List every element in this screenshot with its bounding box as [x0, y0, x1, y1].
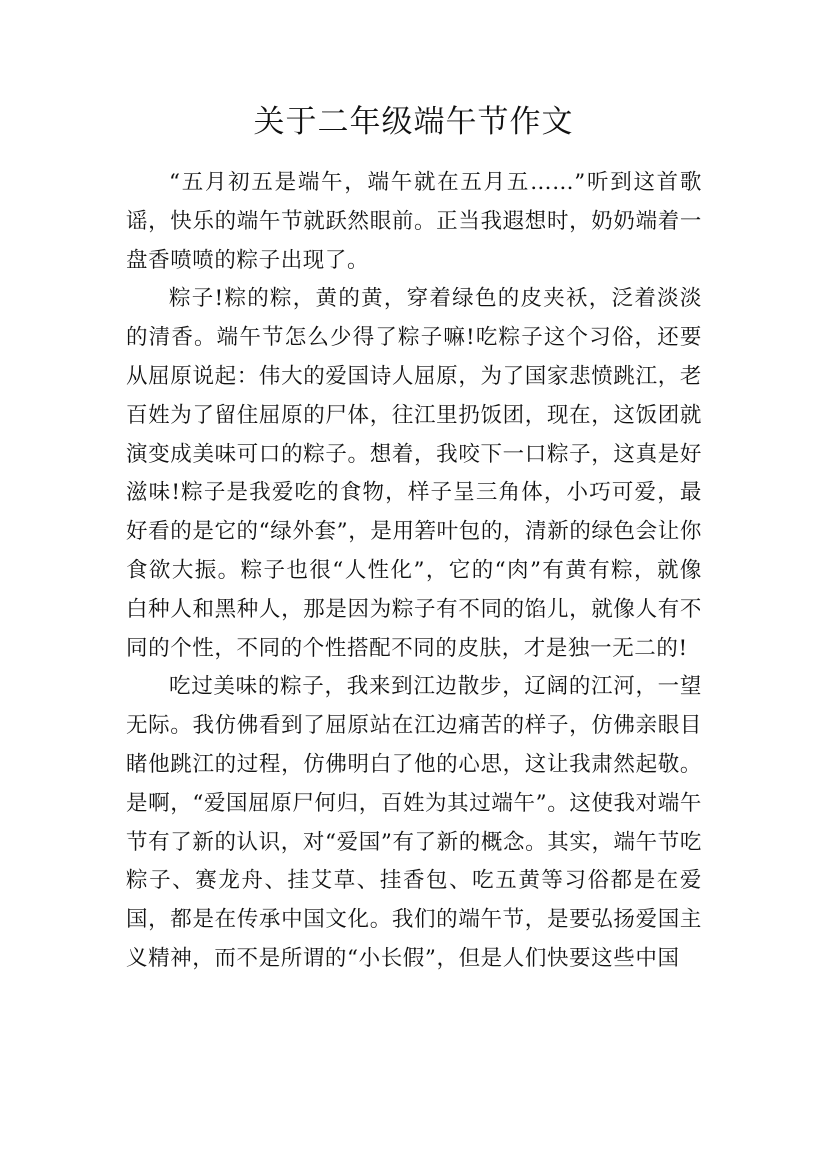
- paragraph-1: “五月初五是端午，端午就在五月五……”听到这首歌谣，快乐的端午节就跃然眼前。正当我遐想时，奶奶端着一盘香喷喷的粽子出现了。: [126, 170, 702, 273]
- document-body: [126, 164, 702, 979]
- document-title: 关于二年级端午节作文: [253, 104, 574, 140]
- paragraph-3: 吃过美味的粽子，我来到江边散步，辽阔的江河，一望无际。我仿佛看到了屈原站在江边痛苦的样子，仿佛亲眼目睹他跳江的过程，仿佛明白了他的心思，这让我肃然起敬。是啊，“爱国屈原尸何归，百姓为其过端午”。这使我对端午节有了新的认识，对“爱国”有了新的概念。其实，端午节吃粽子、赛龙舟、挂艾草、挂香包、吃五黄等习俗都是在爱国，都是在传承中国文化。我们的端午节，是要弘扬爱国主义精神，而不是所谓的“小长假”，但是人们快要这些中国: [126, 674, 702, 971]
- paragraph-2: 粽子!粽的粽，黄的黄，穿着绿色的皮夹袄，泛着淡淡的清香。端午节怎么少得了粽子嘛!吃粽子这个习俗，还要从屈原说起：伟大的爱国诗人屈原，为了国家悲愤跳江，老百姓为了留住屈原的尸体，往江里扔饭团，现在，这饭团就演变成美味可口的粽子。想着，我咬下一口粽子，这真是好滋味!粽子是我爱吃的食物，样子呈三角体，小巧可爱，最好看的是它的“绿外套”，是用箬叶包的，清新的绿色会让你食欲大振。粽子也很“人性化”，它的“肉”有黄有粽，就像白种人和黑种人，那是因为粽子有不同的馅儿，就像人有不同的个性，不同的个性搭配不同的皮肤，才是独一无二的!: [126, 286, 702, 661]
